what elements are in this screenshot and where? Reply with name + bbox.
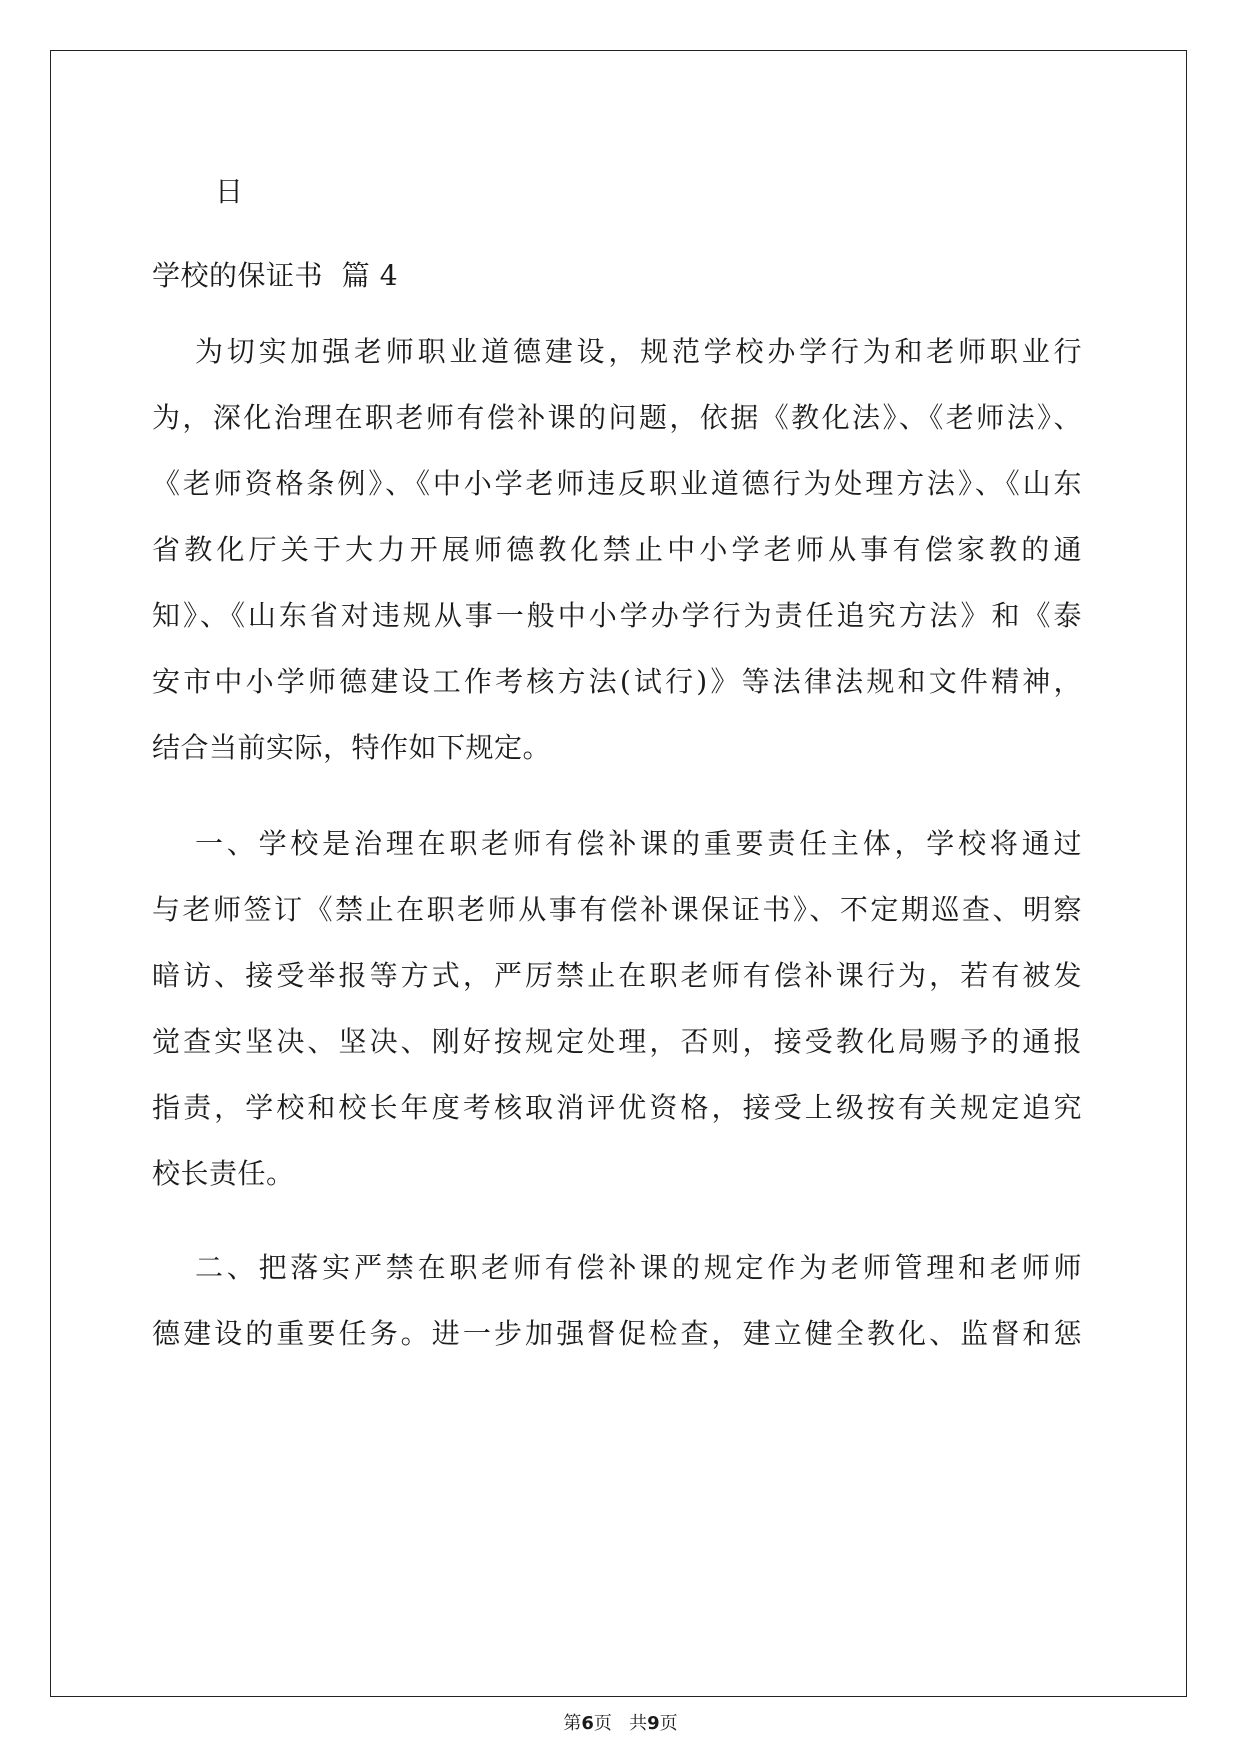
footer-page-number: 6 xyxy=(581,1713,594,1734)
footer-page-suffix: 页 xyxy=(593,1713,612,1734)
paragraph-line: 指责，学校和校长年度考核取消评优资格，接受上级按有关规定追究 xyxy=(152,1091,1082,1124)
paragraph-line: 一、学校是治理在职老师有偿补课的重要责任主体，学校将通过 xyxy=(195,827,1082,860)
paragraph-line: 校长责任。 xyxy=(152,1157,295,1190)
footer-total-suffix: 页 xyxy=(659,1713,678,1734)
paragraph-line: 暗访、接受举报等方式，严厉禁止在职老师有偿补课行为，若有被发 xyxy=(152,959,1082,992)
page-border xyxy=(50,50,1187,1697)
paragraph-line: 省教化厅关于大力开展师德教化禁止中小学老师从事有偿家教的通 xyxy=(152,533,1082,566)
paragraph-line: 二、把落实严禁在职老师有偿补课的规定作为老师管理和老师师 xyxy=(195,1251,1082,1284)
paragraph-line: 知》、《山东省对违规从事一般中小学办学行为责任追究方法》和《泰 xyxy=(152,599,1082,632)
paragraph-line: 与老师签订《禁止在职老师从事有偿补课保证书》、不定期巡查、明察 xyxy=(152,893,1082,926)
footer-total-number: 9 xyxy=(647,1713,660,1734)
paragraph-line: 结合当前实际，特作如下规定。 xyxy=(152,731,552,764)
page-footer xyxy=(0,1712,1241,1736)
footer-page-prefix: 第 xyxy=(563,1713,582,1734)
top-fragment: 日 xyxy=(215,175,244,208)
footer-total-prefix: 共 xyxy=(629,1713,648,1734)
paragraph-line: 《老师资格条例》、《中小学老师违反职业道德行为处理方法》、《山东 xyxy=(152,467,1082,500)
paragraph-line: 为切实加强老师职业道德建设，规范学校办学行为和老师职业行 xyxy=(195,335,1082,368)
paragraph-line: 觉查实坚决、坚决、刚好按规定处理，否则，接受教化局赐予的通报 xyxy=(152,1025,1082,1058)
paragraph-line: 安市中小学师德建设工作考核方法(试行)》等法律法规和文件精神， xyxy=(152,665,1082,698)
paragraph-line: 为，深化治理在职老师有偿补课的问题，依据《教化法》、《老师法》、 xyxy=(152,401,1082,434)
section-heading: 学校的保证书 篇 4 xyxy=(152,259,399,292)
paragraph-line: 德建设的重要任务。进一步加强督促检查，建立健全教化、监督和惩 xyxy=(152,1317,1082,1350)
